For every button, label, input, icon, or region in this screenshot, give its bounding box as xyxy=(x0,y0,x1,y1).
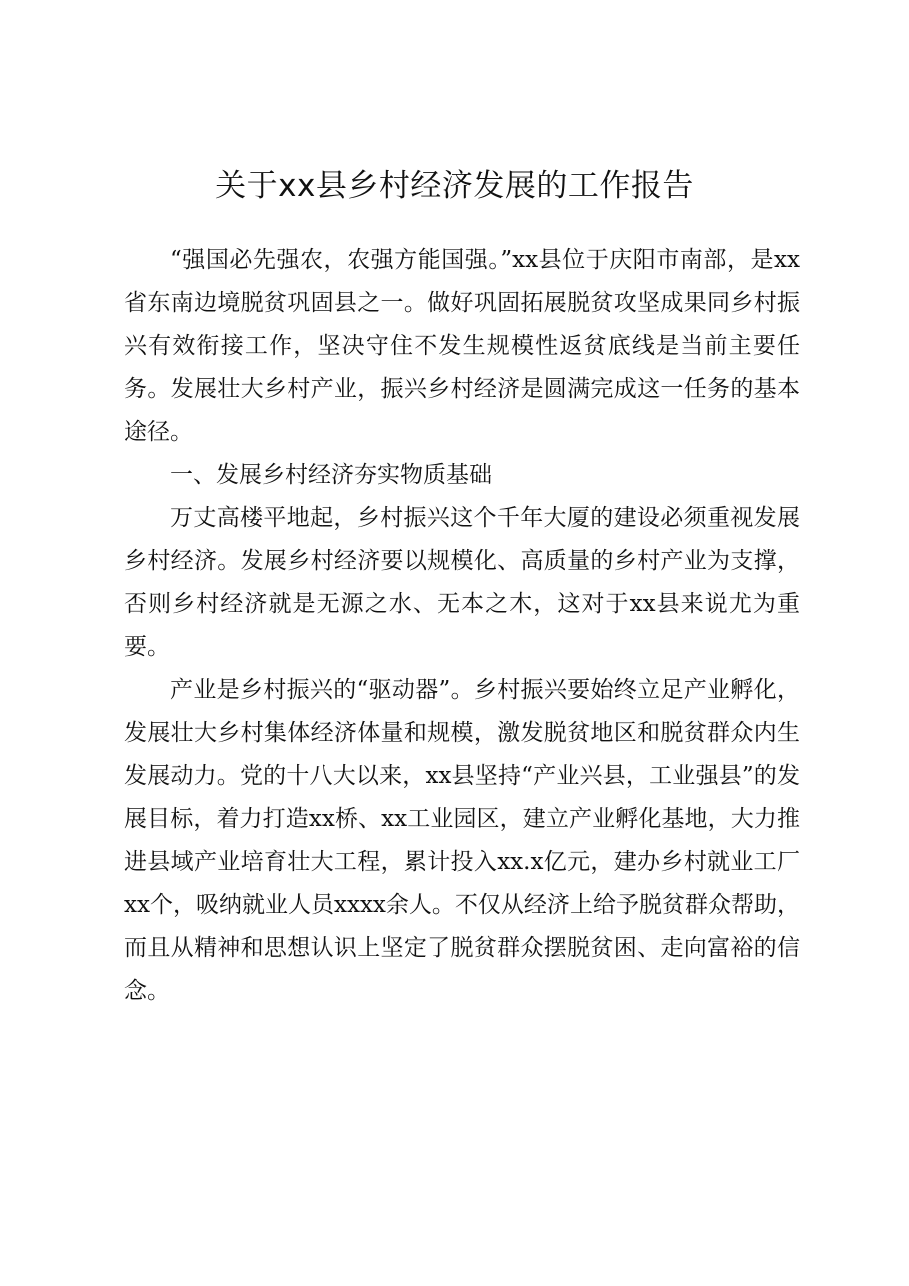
document-title: 关于xx县乡村经济发展的工作报告 xyxy=(215,168,694,204)
body-paragraph: 万丈高楼平地起，乡村振兴这个千年大厦的建设必须重视发展乡村经济。发展乡村经济要以规模化、高质量的乡村产业为支撑，否则乡村经济就是无源之水、无本之木，这对于xx县来说尤为重要。 xyxy=(124,505,800,660)
intro-paragraph: “强国必先强农，农强方能国强。”xx县位于庆阳市南部，是xx省东南边境脱贫巩固县之一。做好巩固拓展脱贫攻坚成果同乡村振兴有效衔接工作，坚决守住不发生规模性返贫底线是当前主要任务。发展壮大乡村产业，振兴乡村经济是圆满完成这一任务的基本途径。 xyxy=(124,247,800,445)
document-body xyxy=(124,239,800,1013)
section-heading: 一、发展乡村经济夯实物质基础 xyxy=(170,462,492,488)
body-paragraph: 产业是乡村振兴的“驱动器”。乡村振兴要始终立足产业孵化，发展壮大乡村集体经济体量和规模，激发脱贫地区和脱贫群众内生发展动力。党的十八大以来，xx县坚持“产业兴县，工业强县”的发展目标，着力打造xx桥、xx工业园区，建立产业孵化基地，大力推进县域产业培育壮大工程，累计投入xx.x亿元，建办乡村就业工厂xx个，吸纳就业人员xxxx余人。不仅从经济上给予脱贫群众帮助，而且从精神和思想认识上坚定了脱贫群众摆脱贫困、走向富裕的信念。 xyxy=(124,677,800,1004)
